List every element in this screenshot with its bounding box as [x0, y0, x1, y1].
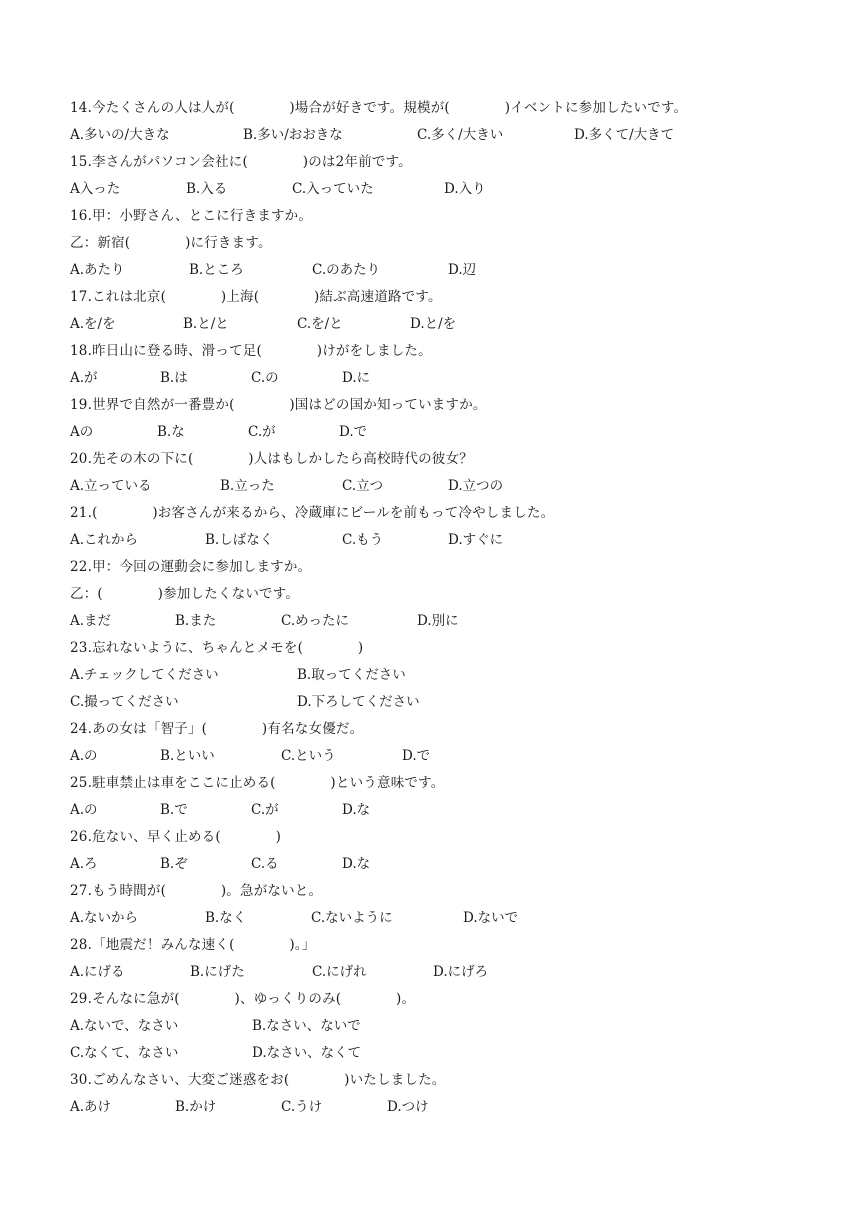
question-text: 25.駐車禁止は車をここに止める( )という意味です。 [70, 775, 445, 791]
answer-option: A.あけ [70, 1099, 112, 1115]
answer-option: C.の [251, 370, 279, 386]
option-row [70, 797, 830, 824]
option-row [70, 473, 830, 500]
answer-option: C.を/と [297, 316, 343, 332]
option-row [70, 608, 830, 635]
question-subtext: 乙：( )参加したくないです。 [70, 586, 300, 602]
option-row [70, 311, 830, 338]
answer-option: D.に [342, 370, 371, 386]
answer-option: D.立つの [448, 478, 504, 494]
answer-option: A.の [70, 748, 98, 764]
answer-option: A.ないで、なさい [70, 1018, 179, 1034]
answer-option: B.は [160, 370, 188, 386]
answer-option: B.といい [160, 748, 215, 764]
answer-option: D.辺 [448, 262, 477, 278]
question-text: 16.甲：小野さん、とこに行きますか。 [70, 208, 313, 224]
option-row [70, 1013, 830, 1040]
answer-option: C.が [251, 802, 279, 818]
answer-option: C.が [248, 424, 276, 440]
question-text: 28.「地震だ！みんな速く( )。」 [70, 937, 316, 953]
answer-option: A.チェックしてください [70, 667, 219, 683]
option-row [70, 176, 830, 203]
answer-option: C.にげれ [312, 964, 367, 980]
question-text: 14.今たくさんの人は人が( )場合が好きです。規模が( )イベントに参加したいです。 [70, 100, 688, 116]
answer-option: A.立っている [70, 478, 152, 494]
answer-option: C.撮ってください [70, 694, 179, 710]
answer-option: B.で [160, 802, 188, 818]
answer-option: A.まだ [70, 613, 112, 629]
answer-option: B.ぞ [160, 856, 188, 872]
option-row [70, 905, 830, 932]
option-row [70, 662, 830, 689]
answer-option: D.多くて/大きて [574, 127, 675, 143]
answer-option: C.立つ [342, 478, 384, 494]
answer-option: A.これから [70, 532, 139, 548]
answer-option: B.ところ [189, 262, 244, 278]
option-row [70, 419, 830, 446]
answer-option: C.めったに [281, 613, 350, 629]
answer-option: Aの [70, 424, 94, 440]
answer-option: C.うけ [281, 1099, 323, 1115]
question-subtext: 乙：新宿( )に行きます。 [70, 235, 272, 251]
answer-option: A.を/を [70, 316, 116, 332]
answer-option: B.なく [205, 910, 247, 926]
answer-option: C.という [281, 748, 336, 764]
option-row [70, 1094, 830, 1121]
answer-option: D.入り [444, 181, 486, 197]
question-text: 21.( )お客さんが来るから、冷蔵庫にビールを前もって冷やしました。 [70, 505, 555, 521]
answer-option: D.すぐに [448, 532, 504, 548]
answer-option: D.つけ [387, 1099, 429, 1115]
option-row [70, 527, 830, 554]
question-text: 17.これは北京( )上海( )結ぶ高速道路です。 [70, 289, 442, 305]
answer-option: B.多い/おおきな [243, 127, 343, 143]
answer-option: B.と/と [183, 316, 229, 332]
option-row [70, 689, 830, 716]
answer-option: D.な [342, 802, 371, 818]
answer-option: C.る [251, 856, 279, 872]
answer-option: A.ないから [70, 910, 139, 926]
answer-option: D.と/を [410, 316, 457, 332]
answer-option: A.が [70, 370, 98, 386]
answer-option: C.のあたり [312, 262, 381, 278]
answer-option: B.入る [186, 181, 228, 197]
question-text: 29.そんなに急が( )、ゆっくりのみ( )。 [70, 991, 416, 1007]
answer-option: B.にげた [190, 964, 245, 980]
answer-option: D.で [339, 424, 368, 440]
option-row [70, 851, 830, 878]
answer-option: D.な [342, 856, 371, 872]
option-row [70, 257, 830, 284]
answer-option: B.かけ [175, 1099, 217, 1115]
answer-option: C.なくて、なさい [70, 1045, 179, 1061]
answer-option: C.入っていた [292, 181, 374, 197]
question-text: 18.昨日山に登る時、滑って足( )けがをしました。 [70, 343, 432, 359]
option-row [70, 1040, 830, 1067]
answer-option: C.もう [342, 532, 384, 548]
question-text: 19.世界で自然が一番豊か( )国はどの国か知っていますか。 [70, 397, 487, 413]
option-row [70, 959, 830, 986]
answer-option: A.にげる [70, 964, 125, 980]
option-row [70, 743, 830, 770]
question-text: 30.ごめんなさい、大変ご迷惑をお( )いたしました。 [70, 1072, 446, 1088]
answer-option: D.で [402, 748, 431, 764]
question-text: 15.李さんがパソコン会社に( )のは2年前です。 [70, 154, 412, 170]
answer-option: A.あたり [70, 262, 125, 278]
question-text: 22.甲：今回の運動会に参加しますか。 [70, 559, 312, 575]
answer-option: D.なさい、なくて [252, 1045, 362, 1061]
answer-option: C.ないように [311, 910, 393, 926]
answer-option: B.立った [220, 478, 275, 494]
answer-option: D.下ろしてください [297, 694, 420, 710]
answer-option: C.多く/大きい [417, 127, 504, 143]
answer-option: A.ろ [70, 856, 98, 872]
question-text: 26.危ない、早く止める( ) [70, 829, 282, 845]
answer-option: B.なさい、ないで [252, 1018, 361, 1034]
answer-option: D.ないで [463, 910, 519, 926]
answer-option: D.別に [417, 613, 459, 629]
answer-option: D.にげろ [433, 964, 489, 980]
answer-option: A.多いの/大きな [70, 127, 170, 143]
question-sheet [70, 95, 830, 1121]
answer-option: B.取ってください [297, 667, 406, 683]
answer-option: B.な [157, 424, 185, 440]
answer-option: B.また [175, 613, 217, 629]
option-row [70, 365, 830, 392]
answer-option: A.の [70, 802, 98, 818]
answer-option: B.しばなく [205, 532, 274, 548]
question-text: 20.先その木の下に( )人はもしかしたら高校時代の彼女？ [70, 451, 473, 467]
answer-option: A入った [70, 181, 121, 197]
question-text: 27.もう時間が( )。急がないと。 [70, 883, 323, 899]
option-row [70, 122, 830, 149]
question-text: 24.あの女は「智子」( )有名な女優だ。 [70, 721, 364, 737]
question-text: 23.忘れないように、ちゃんとメモを( ) [70, 640, 364, 656]
